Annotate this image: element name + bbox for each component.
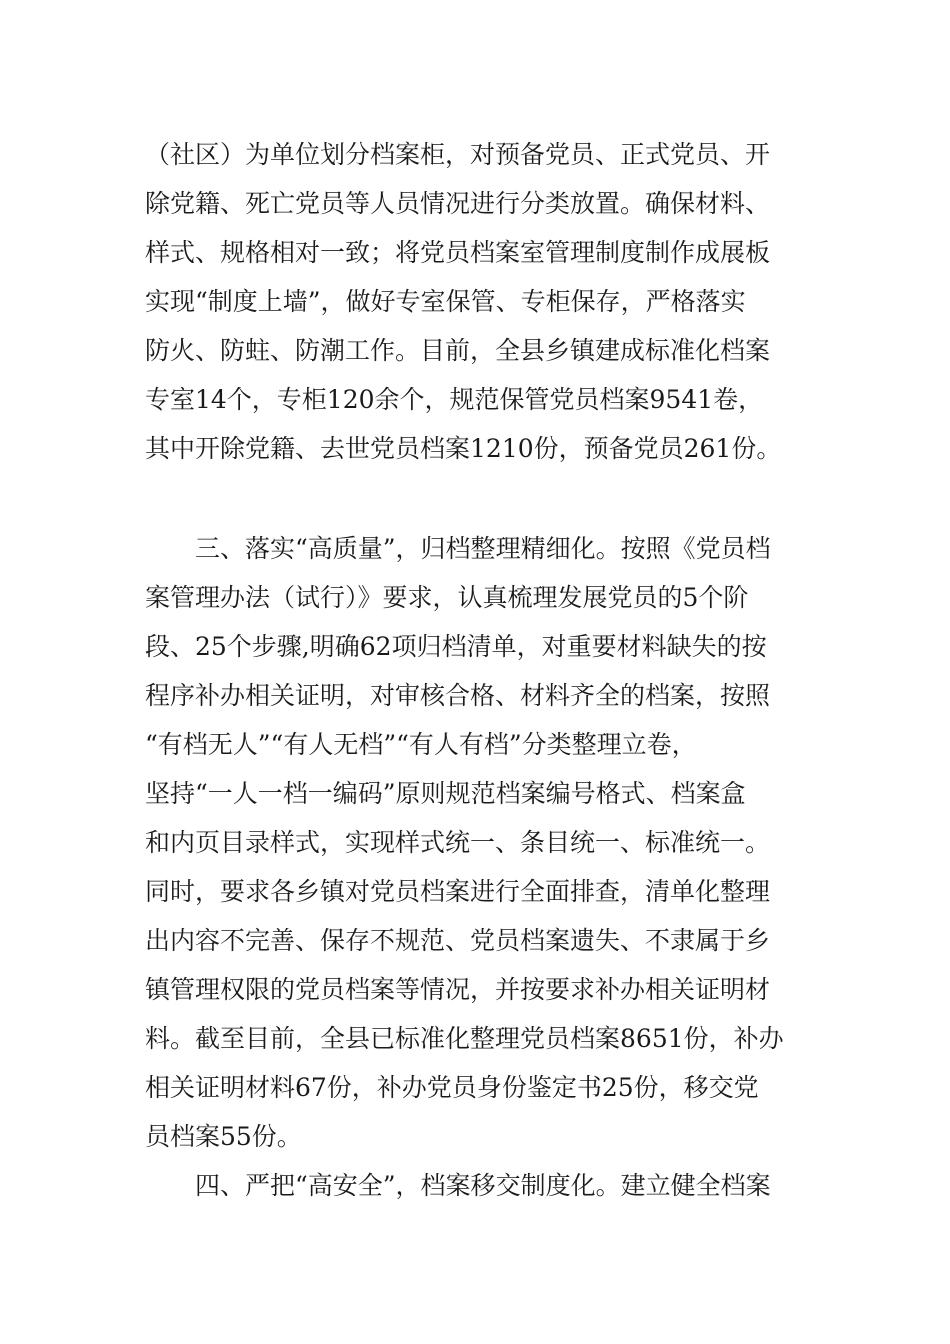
text-line: 专室14个，专柜120余个，规范保管党员档案9541卷， xyxy=(145,385,764,414)
text-line: 相关证明材料67份，补办党员身份鉴定书25份，移交党 xyxy=(145,1073,759,1102)
text-line: 和内页目录样式，实现样式统一、条目统一、标准统一。 xyxy=(145,828,771,857)
paragraph-section-three xyxy=(145,524,835,1161)
paragraph-archive-storage xyxy=(145,130,835,473)
text-line: 段、25个步骤,明确62项归档清单，对重要材料缺失的按 xyxy=(145,632,767,661)
text-line: 员档案55份。 xyxy=(145,1122,302,1151)
text-line: 样式、规格相对一致；将党员档案室管理制度制作成展板 xyxy=(145,238,771,267)
text-line: 实现“制度上墙”，做好专室保管、专柜保存，严格落实 xyxy=(145,287,746,316)
text-line: 出内容不完善、保存不规范、党员档案遗失、不隶属于乡 xyxy=(145,926,771,955)
paragraph-section-four xyxy=(145,1161,835,1210)
text-line: 除党籍、死亡党员等人员情况进行分类放置。确保材料、 xyxy=(145,189,771,218)
section-heading-line: 四、严把“高安全”，档案移交制度化。建立健全档案 xyxy=(195,1171,771,1200)
text-line: 料。截至目前，全县已标准化整理党员档案8651份，补办 xyxy=(145,1024,784,1053)
text-line: 坚持“一人一档一编码”原则规范档案编号格式、档案盒 xyxy=(145,779,746,808)
section-heading-line: 三、落实“高质量”，归档整理精细化。按照《党员档 xyxy=(195,534,771,563)
text-line: 案管理办法（试行）》要求，认真梳理发展党员的5个阶 xyxy=(145,583,749,612)
text-line: 同时，要求各乡镇对党员档案进行全面排查，清单化整理 xyxy=(145,877,771,906)
text-line: 防火、防蛀、防潮工作。目前，全县乡镇建成标准化档案 xyxy=(145,336,771,365)
text-line: （社区）为单位划分档案柜，对预备党员、正式党员、开 xyxy=(145,140,771,169)
text-line: 镇管理权限的党员档案等情况，并按要求补办相关证明材 xyxy=(145,975,771,1004)
text-line: “有档无人”“有人无档”“有人有档”分类整理立卷， xyxy=(145,730,697,759)
text-line: 其中开除党籍、去世党员档案1210份，预备党员261份。 xyxy=(145,434,782,463)
text-line: 程序补办相关证明，对审核合格、材料齐全的档案，按照 xyxy=(145,681,771,710)
